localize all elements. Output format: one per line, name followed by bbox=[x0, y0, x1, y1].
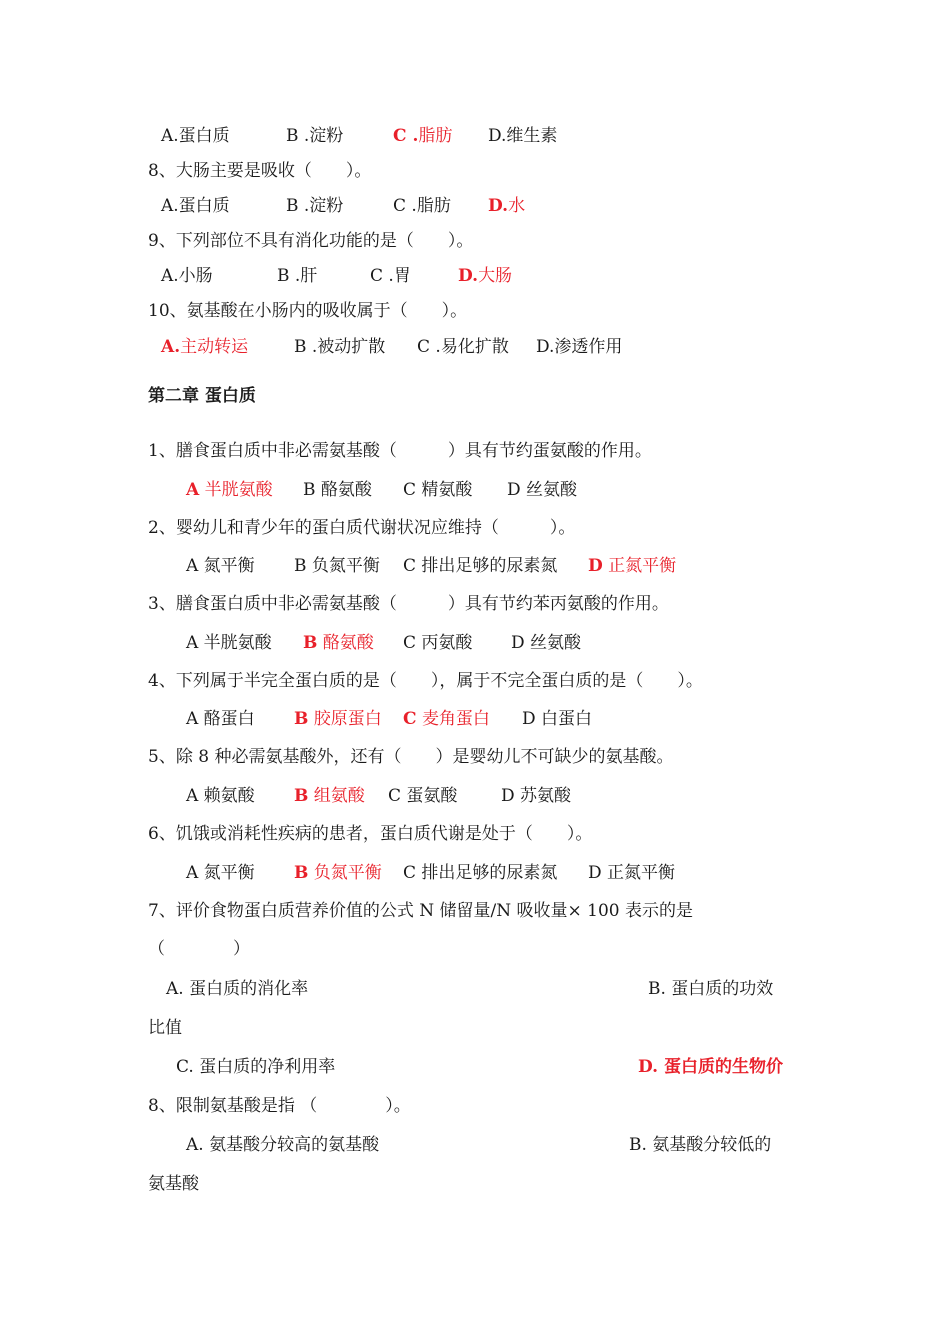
ch2-q2-option-c: C 排出足够的尿素氮 bbox=[403, 556, 558, 576]
ch2-question-6: 6、饥饿或消耗性疾病的患者，蛋白质代谢是处于（ ）。 bbox=[148, 824, 593, 844]
ch2-q3-option-c: C 丙氨酸 bbox=[403, 633, 473, 653]
ch2-q6-option-d: D 正氮平衡 bbox=[588, 863, 676, 883]
ch2-q3-option-a: A 半胱氨酸 bbox=[186, 633, 272, 653]
q7-option-c-letter: C . bbox=[393, 126, 419, 146]
ch2-q8-option-b-cont: 氨基酸 bbox=[148, 1174, 199, 1194]
ch2-q2-option-d-letter: D bbox=[588, 556, 603, 576]
ch2-q4-option-b-letter: B bbox=[294, 709, 309, 729]
q9-option-a: A.小肠 bbox=[161, 266, 213, 286]
ch2-q6-option-a: A 氮平衡 bbox=[186, 863, 255, 883]
q10-option-c: C .易化扩散 bbox=[417, 337, 509, 357]
ch2-q4-option-c-letter: C bbox=[403, 709, 417, 729]
q9-option-d bbox=[458, 264, 512, 288]
ch2-q1-option-a-letter: A bbox=[186, 480, 200, 500]
ch2-q4-option-b-text: 胶原蛋白 bbox=[313, 709, 382, 729]
ch2-q7-option-b-cont: 比值 bbox=[148, 1018, 182, 1038]
q7-option-d: D.维生素 bbox=[488, 126, 558, 146]
ch2-q6-option-b-text: 负氮平衡 bbox=[313, 863, 382, 883]
q8-option-b: B .淀粉 bbox=[286, 196, 344, 216]
ch2-q7-option-c: C. 蛋白质的净利用率 bbox=[176, 1057, 336, 1077]
ch2-question-7: 7、评价食物蛋白质营养价值的公式 N 储留量/N 吸收量× 100 表示的是 bbox=[148, 901, 694, 921]
q8-option-c: C .脂肪 bbox=[393, 196, 451, 216]
q10-option-b: B .被动扩散 bbox=[294, 337, 386, 357]
ch2-q5-option-b bbox=[294, 784, 365, 808]
q10-option-a-text: 主动转运 bbox=[180, 337, 249, 357]
ch2-q7-option-a: A. 蛋白质的消化率 bbox=[166, 979, 309, 999]
ch2-q6-option-c: C 排出足够的尿素氮 bbox=[403, 863, 558, 883]
ch2-q5-option-b-letter: B bbox=[294, 786, 309, 806]
ch2-q2-option-a: A 氮平衡 bbox=[186, 556, 255, 576]
ch2-q1-option-d: D 丝氨酸 bbox=[507, 480, 578, 500]
ch2-q5-option-d: D 苏氨酸 bbox=[501, 786, 572, 806]
ch2-q4-option-b bbox=[294, 707, 382, 731]
question-9: 9、下列部位不具有消化功能的是（ ）。 bbox=[148, 231, 474, 251]
ch2-q2-option-b: B 负氮平衡 bbox=[294, 556, 380, 576]
ch2-q1-option-b: B 酪氨酸 bbox=[303, 480, 372, 500]
question-10: 10、氨基酸在小肠内的吸收属于（ ）。 bbox=[148, 301, 468, 321]
ch2-q5-option-c: C 蛋氨酸 bbox=[388, 786, 458, 806]
q9-option-d-text: 大肠 bbox=[478, 266, 513, 286]
ch2-question-1: 1、膳食蛋白质中非必需氨基酸（ ）具有节约蛋氨酸的作用。 bbox=[148, 441, 652, 461]
q7-option-c-text: 脂肪 bbox=[418, 126, 453, 146]
ch2-question-8: 8、限制氨基酸是指 （ ）。 bbox=[148, 1096, 411, 1116]
ch2-question-2: 2、婴幼儿和青少年的蛋白质代谢状况应维持（ ）。 bbox=[148, 518, 576, 538]
q10-option-d: D.渗透作用 bbox=[536, 337, 623, 357]
ch2-q7-option-d: D. 蛋白质的生物价 bbox=[638, 1057, 783, 1077]
q9-option-c: C .胃 bbox=[370, 266, 411, 286]
q9-option-b: B .肝 bbox=[277, 266, 318, 286]
ch2-q5-option-b-text: 组氨酸 bbox=[313, 786, 365, 806]
chapter-title: 第二章 蛋白质 bbox=[148, 386, 256, 406]
ch2-q8-option-b: B. 氨基酸分较低的 bbox=[629, 1135, 772, 1155]
q7-option-a: A.蛋白质 bbox=[161, 126, 230, 146]
ch2-q2-option-d bbox=[588, 554, 676, 578]
ch2-q6-option-b-letter: B bbox=[294, 863, 309, 883]
q10-option-a bbox=[161, 335, 248, 359]
ch2-q5-option-a: A 赖氨酸 bbox=[186, 786, 255, 806]
q7-option-c bbox=[393, 124, 452, 148]
question-8: 8、大肠主要是吸收（ ）。 bbox=[148, 161, 372, 181]
ch2-q1-option-c: C 精氨酸 bbox=[403, 480, 473, 500]
ch2-q3-option-b-text: 酪氨酸 bbox=[322, 633, 374, 653]
q8-option-a: A.蛋白质 bbox=[161, 196, 230, 216]
ch2-q1-option-a bbox=[186, 478, 273, 502]
q10-option-a-letter: A. bbox=[161, 337, 181, 357]
ch2-q3-option-d: D 丝氨酸 bbox=[511, 633, 582, 653]
ch2-question-4: 4、下列属于半完全蛋白质的是（ ），属于不完全蛋白质的是（ ）。 bbox=[148, 671, 703, 691]
ch2-q3-option-b bbox=[303, 631, 374, 655]
ch2-q7-option-b: B. 蛋白质的功效 bbox=[648, 979, 774, 999]
q7-option-b: B .淀粉 bbox=[286, 126, 344, 146]
q8-option-d-letter: D. bbox=[488, 196, 509, 216]
ch2-q2-option-d-text: 正氮平衡 bbox=[608, 556, 677, 576]
ch2-q3-option-b-letter: B bbox=[303, 633, 318, 653]
ch2-question-5: 5、除 8 种必需氨基酸外，还有（ ）是婴幼儿不可缺少的氨基酸。 bbox=[148, 747, 674, 767]
ch2-q4-option-c bbox=[403, 707, 490, 731]
ch2-question-3: 3、膳食蛋白质中非必需氨基酸（ ）具有节约苯丙氨酸的作用。 bbox=[148, 594, 669, 614]
ch2-q4-option-d: D 白蛋白 bbox=[522, 709, 593, 729]
ch2-q1-option-a-text: 半胱氨酸 bbox=[204, 480, 273, 500]
ch2-q4-option-c-text: 麦角蛋白 bbox=[421, 709, 490, 729]
ch2-q7-paren: （ ） bbox=[148, 939, 250, 959]
ch2-q4-option-a: A 酪蛋白 bbox=[186, 709, 255, 729]
ch2-q8-option-a: A. 氨基酸分较高的氨基酸 bbox=[186, 1135, 380, 1155]
q9-option-d-letter: D. bbox=[458, 266, 479, 286]
q8-option-d bbox=[488, 194, 525, 218]
q8-option-d-text: 水 bbox=[508, 196, 526, 216]
ch2-q6-option-b bbox=[294, 861, 382, 885]
